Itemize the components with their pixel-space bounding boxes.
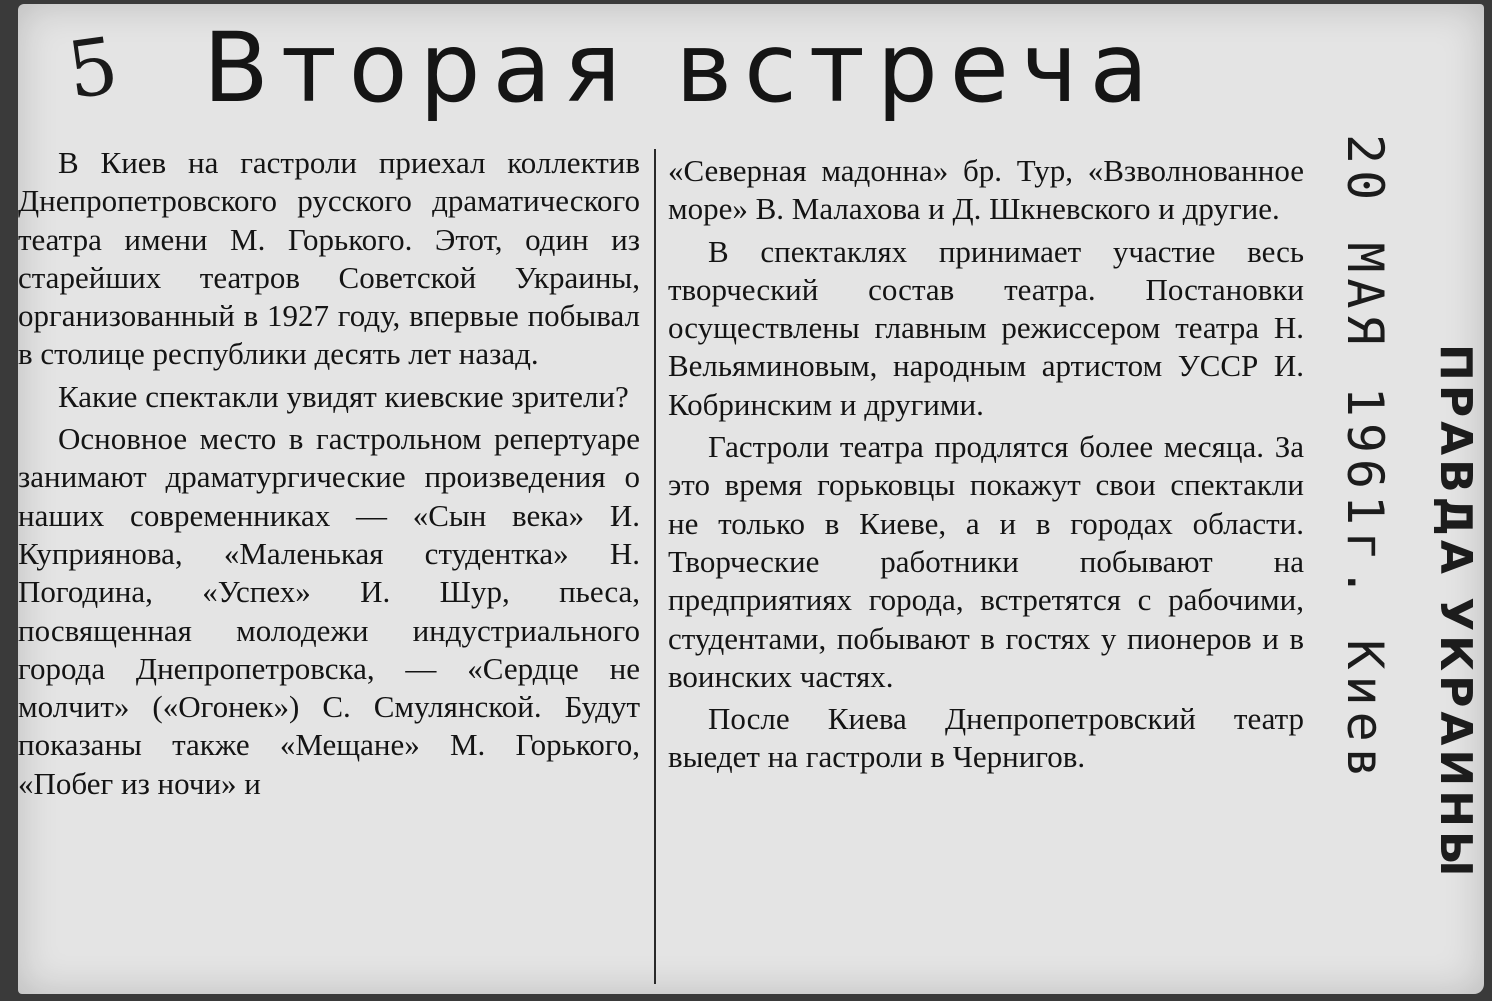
paragraph: В Киев на гастроли приехал коллектив Днепропетровского русского драматического театра имени М. Горького. Этот, один из старейших театров Советской Украины, организованный в 1927 году, впервые побывал в столице республики десять лет назад. xyxy=(18,145,640,372)
paragraph: «Северная мадонна» бр. Тур, «Взволнованное море» В. Малахова и Д. Шкневского и другие. xyxy=(668,153,1304,227)
handwritten-number: 5 xyxy=(61,20,124,118)
newspaper-stamp: ПРАВДА УКРАИНЫ xyxy=(1430,344,1481,881)
paragraph: Гастроли театра продлятся более месяца. За это время горьковцы покажут свои спектакли не только в Киеве, а и в городах области. Творческие работники побывают на предприятиях города, встретятся с рабочими, студентами, побывают в гостях у пионеров и в воинских частях. xyxy=(668,429,1304,694)
article-column-left xyxy=(18,144,640,807)
article-headline: Вторая встреча xyxy=(203,12,1161,124)
column-divider xyxy=(654,149,656,984)
paragraph: После Киева Днепропетровский театр выедет на гастроли в Чернигов. xyxy=(668,701,1304,775)
paragraph: Основное место в гастрольном репертуаре занимают драматургические произведения о наших современниках — «Сын века» И. Куприянова, «Маленькая студентка» Н. Погодина, «Успех» И. Шур, пьеса, посвященная молодежи индустриального города Днепропетровска, — «Сердце не молчит» («Огонек») С. Смулянской. Будут показаны также «Мещане» М. Горького, «Побег из ночи» и xyxy=(18,421,640,801)
paragraph: В спектаклях принимает участие весь творческий состав театра. Постановки осуществлены главным режиссером театра Н. Вельяминовым, народным артистом УССР И. Кобринским и другими. xyxy=(668,233,1304,422)
article-column-right xyxy=(668,152,1304,781)
date-stamp: 20 МАЯ 1961г. Киев xyxy=(1336,134,1394,784)
paragraph: Какие спектакли увидят киевские зрители? xyxy=(58,378,629,414)
newspaper-clipping xyxy=(18,4,1484,994)
